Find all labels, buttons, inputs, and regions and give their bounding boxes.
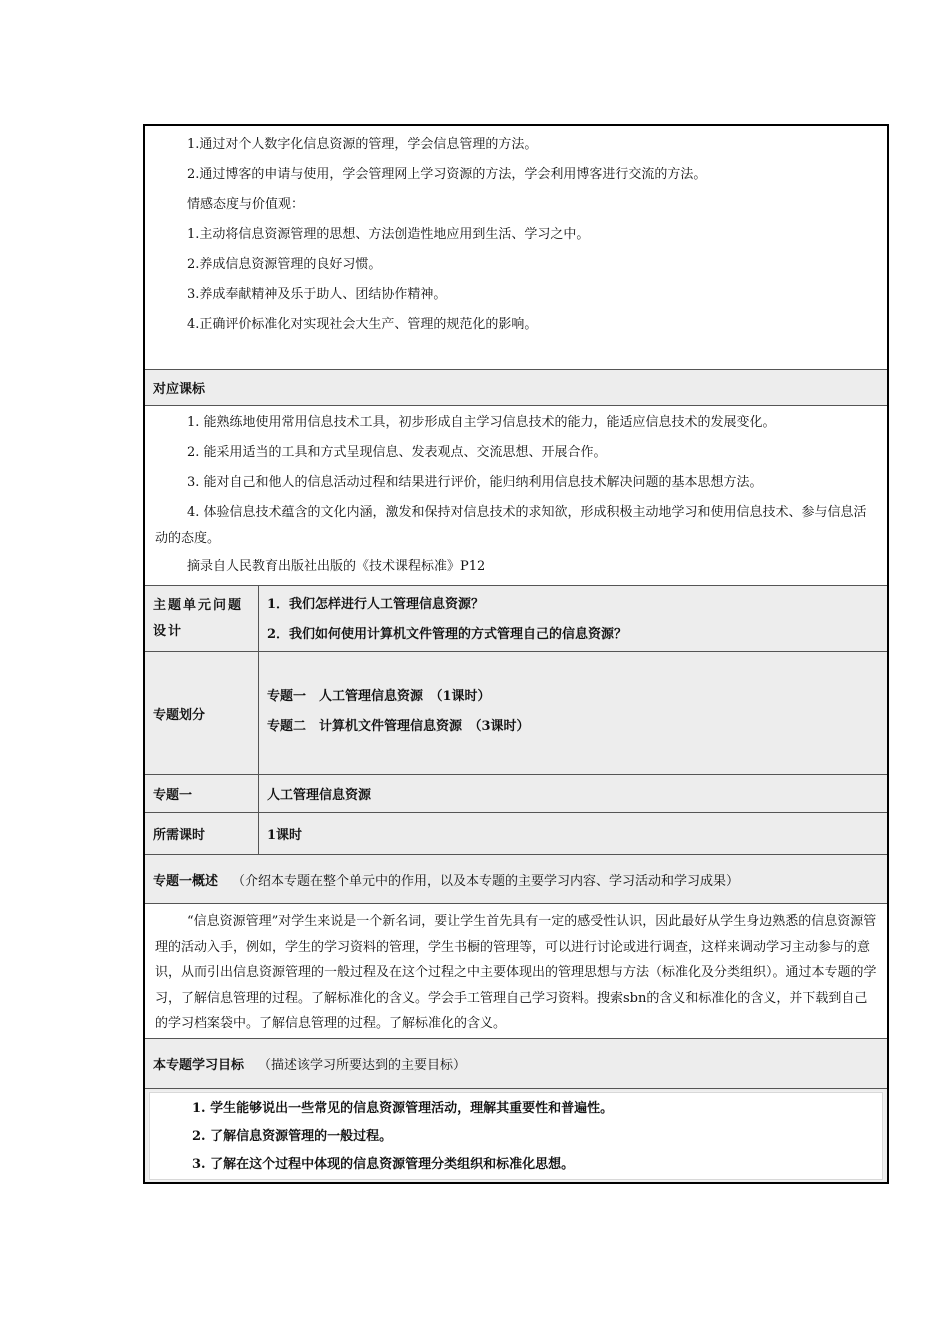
curriculum-item: 4. 体验信息技术蕴含的文化内涵，激发和保持对信息技术的求知欲，形成积极主动地学习和使用信息技术、参与信息活动的态度。 bbox=[155, 505, 867, 546]
objective-line: 1.主动将信息资源管理的思想、方法创造性地应用到生活、学习之中。 bbox=[187, 227, 590, 242]
curriculum-heading-row bbox=[145, 370, 887, 406]
goals-heading: 本专题学习目标 bbox=[153, 1058, 245, 1073]
curriculum-section bbox=[145, 406, 887, 586]
topic-one-label: 专题一 bbox=[145, 775, 259, 812]
topic-division-item: 专题二 计算机文件管理信息资源 （3课时） bbox=[267, 719, 530, 734]
hours-label: 所需课时 bbox=[145, 813, 259, 854]
hours-value: 1课时 bbox=[267, 828, 303, 843]
topic-division-label: 专题划分 bbox=[145, 652, 259, 774]
overview-text: “信息资源管理”对学生来说是一个新名词，要让学生首先具有一定的感受性认识，因此最好从学生身边熟悉的信息资源管理的活动入手，例如，学生的学习资料的管理，学生书橱的管理等，可以进行讨论或进行调查，这样来调动学习主动参与的意识，从而引出信息资源管理的一般过程及在这个过程之中主要体现出的管理思想与方法（标准化及分类组织）。通过本专题的学习，了解信息管理的过程。了解标准化的含义。学会手工管理自己学习资料。搜索sbn的含义和标准化的含义，并下载到自己的学习档案袋中。了解信息管理的过程。了解标准化的含义。 bbox=[155, 914, 877, 1031]
overview-heading: 专题一概述 bbox=[153, 873, 219, 889]
curriculum-source: 摘录自人民教育出版社出版的《技术课程标准》P12 bbox=[187, 559, 486, 574]
topic-division-row bbox=[145, 652, 887, 775]
goal-item: 2. 了解信息资源管理的一般过程。 bbox=[192, 1129, 393, 1144]
overview-section bbox=[145, 904, 887, 1039]
curriculum-item: 3. 能对自己和他人的信息活动过程和结果进行评价，能归纳利用信息技术解决问题的基本思想方法。 bbox=[187, 475, 763, 490]
goals-section bbox=[145, 1089, 887, 1182]
curriculum-item: 1. 能熟练地使用常用信息技术工具，初步形成自主学习信息技术的能力，能适应信息技术的发展变化。 bbox=[187, 415, 776, 430]
objective-line: 2.养成信息资源管理的良好习惯。 bbox=[187, 257, 382, 272]
objective-line: 1.通过对个人数字化信息资源的管理，学会信息管理的方法。 bbox=[187, 137, 538, 152]
objectives-section bbox=[145, 126, 887, 370]
unit-question: 2．我们如何使用计算机文件管理的方式管理自己的信息资源？ bbox=[267, 627, 628, 642]
overview-heading-row bbox=[145, 855, 887, 904]
overview-note: （介绍本专题在整个单元中的作用，以及本专题的主要学习内容、学习活动和学习成果） bbox=[232, 873, 740, 889]
goals-heading-row bbox=[145, 1039, 887, 1089]
objective-line: 3.养成奉献精神及乐于助人、团结协作精神。 bbox=[187, 287, 447, 302]
objective-line: 2.通过博客的申请与使用，学会管理网上学习资源的方法，学会利用博客进行交流的方法。 bbox=[187, 167, 707, 182]
unit-questions-row bbox=[145, 586, 887, 652]
topic-division-item: 专题一 人工管理信息资源 （1课时） bbox=[267, 689, 491, 704]
unit-questions-label: 主题单元问题设计 bbox=[145, 586, 259, 651]
lesson-plan-table bbox=[143, 124, 889, 1184]
goal-item: 3. 了解在这个过程中体现的信息资源管理分类组织和标准化思想。 bbox=[192, 1157, 575, 1172]
objective-subheading: 情感态度与价值观： bbox=[187, 197, 305, 212]
topic-one-row bbox=[145, 775, 887, 813]
unit-question: 1．我们怎样进行人工管理信息资源？ bbox=[267, 597, 485, 612]
goal-item: 1. 学生能够说出一些常见的信息资源管理活动，理解其重要性和普遍性。 bbox=[192, 1101, 614, 1116]
curriculum-heading: 对应课标 bbox=[153, 382, 206, 397]
objective-line: 4.正确评价标准化对实现社会大生产、管理的规范化的影响。 bbox=[187, 317, 538, 332]
hours-row bbox=[145, 813, 887, 855]
goals-note: （描述该学习所要达到的主要目标） bbox=[258, 1058, 467, 1073]
topic-one-value: 人工管理信息资源 bbox=[267, 788, 372, 803]
curriculum-item: 2. 能采用适当的工具和方式呈现信息、发表观点、交流思想、开展合作。 bbox=[187, 445, 607, 460]
